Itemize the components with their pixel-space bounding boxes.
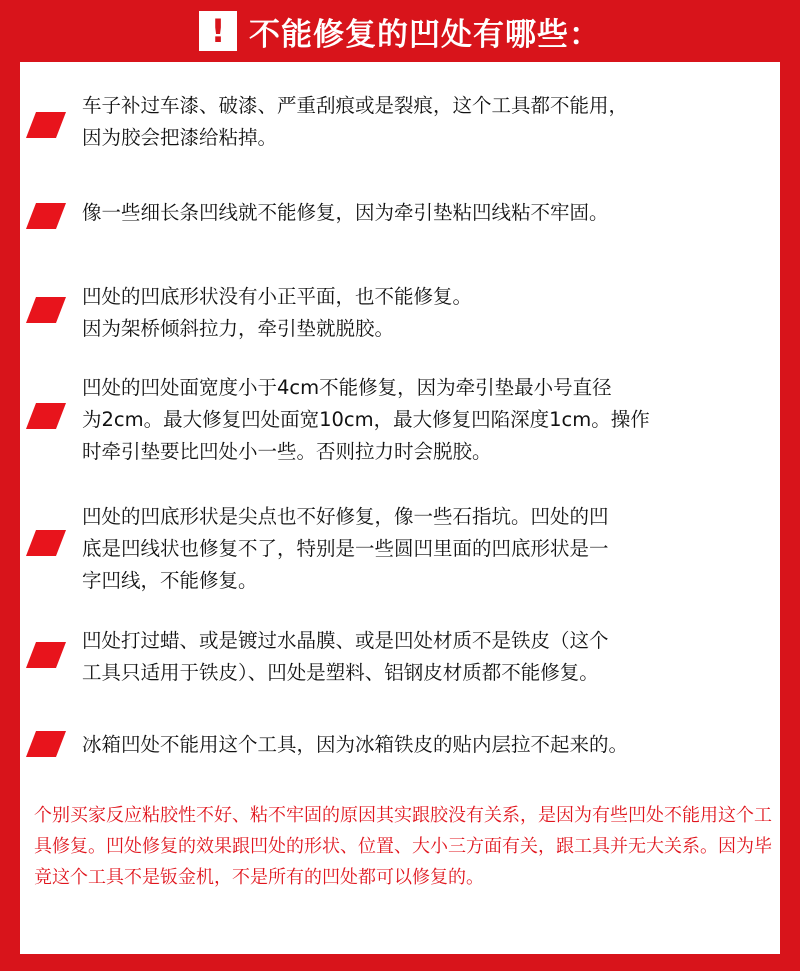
red-parallelogram-bullet-icon	[26, 203, 66, 229]
red-parallelogram-bullet-icon	[26, 297, 66, 323]
red-parallelogram-bullet-icon	[26, 403, 66, 429]
red-parallelogram-bullet-icon	[26, 642, 66, 668]
list-item-text: 凹处的凹底形状是尖点也不好修复，像一些石指坑。凹处的凹 底是凹线状也修复不了，特别是一些圆凹里面的凹底形状是一 字凹线，不能修复。	[82, 505, 609, 592]
list-item-text: 像一些细长条凹线就不能修复，因为牵引垫粘凹线粘不牢固。	[82, 201, 609, 224]
footer-note: 个别买家反应粘胶性不好、粘不牢固的原因其实跟胶没有关系，是因为有些凹处不能用这个工具修复。凹处修复的效果跟凹处的形状、位置、大小三方面有关，跟工具并无大关系。因为毕竟这个工具不是钣金机，不是所有的凹处都可以修复的。	[34, 805, 772, 888]
red-parallelogram-bullet-icon	[26, 731, 66, 757]
list-item-text: 凹处打过蜡、或是镀过水晶膜、或是凹处材质不是铁皮（这个 工具只适用于铁皮）、凹处是塑料、铝钢皮材质都不能修复。	[82, 629, 609, 684]
content-panel	[20, 62, 780, 954]
list-item-text: 凹处的凹底形状没有小正平面，也不能修复。 因为架桥倾斜拉力，牵引垫就脱胶。	[82, 285, 473, 340]
red-parallelogram-bullet-icon	[26, 530, 66, 556]
warning-icon	[199, 11, 237, 51]
list-item-text: 凹处的凹处面宽度小于4cm不能修复，因为牵引垫最小号直径 为2cm。最大修复凹处面宽10cm，最大修复凹陷深度1cm。操作 时牵引垫要比凹处小一些。否则拉力时会脱胶。	[82, 376, 650, 463]
warning-symbol: !	[210, 12, 226, 50]
list-item-text: 车子补过车漆、破漆、严重刮痕或是裂痕，这个工具都不能用， 因为胶会把漆给粘掉。	[82, 94, 629, 149]
red-parallelogram-bullet-icon	[26, 112, 66, 138]
page-title: 不能修复的凹处有哪些：	[249, 16, 601, 53]
list-item-text: 冰箱凹处不能用这个工具，因为冰箱铁皮的贴内层拉不起来的。	[82, 733, 629, 756]
header	[0, 0, 800, 62]
